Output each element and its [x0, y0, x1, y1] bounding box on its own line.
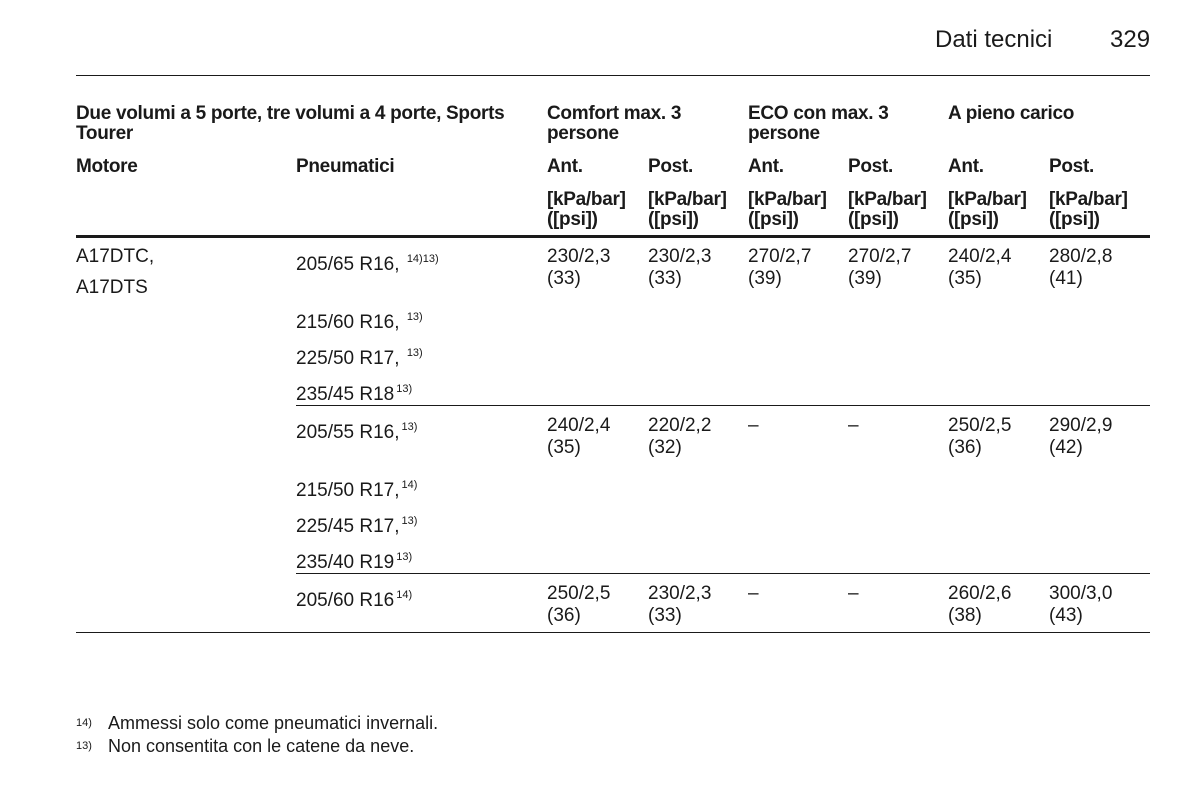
unit-label: [kPa/bar] ([psi]) — [648, 189, 727, 230]
footnote-ref: 14) — [401, 479, 418, 491]
unit-label: [kPa/bar] ([psi]) — [948, 189, 1027, 230]
footnote-text: Ammessi solo come pneumatici invernali. — [108, 713, 439, 733]
load-header-eco: ECO con max. 3 persone — [748, 103, 889, 144]
pressure-value: 260/2,6 (38) — [948, 583, 1012, 626]
footnote-ref: 13) — [396, 551, 413, 563]
pressure-value: 230/2,3 (33) — [648, 246, 712, 289]
pressure-value: 230/2,3 (33) — [648, 583, 712, 626]
pressure-value: 280/2,8 (41) — [1049, 246, 1113, 289]
row-divider — [296, 405, 1150, 406]
subheader-rear: Post. — [648, 156, 693, 177]
footnote — [76, 712, 438, 735]
footnote-mark: 13) — [76, 740, 92, 752]
unit-label: [kPa/bar] ([psi]) — [547, 189, 626, 230]
page-number: 329 — [1110, 26, 1151, 53]
footnote-ref: 13) — [396, 383, 413, 395]
pressure-value: 300/3,0 (43) — [1049, 583, 1113, 626]
engine-name: A17DTS — [76, 277, 148, 298]
subheader-front: Ant. — [547, 156, 583, 177]
footnote-ref: 14)13) — [406, 253, 439, 265]
table-bottom-rule — [76, 632, 1150, 633]
tyre-size: 235/40 R19 $^{13)}$ — [296, 551, 413, 573]
header-rule — [76, 75, 1150, 76]
footnote-mark: 14) — [76, 717, 92, 729]
section-title: Dati tecnici — [935, 26, 1053, 53]
tyre-size: 205/65 R16, $^{14)13)}$ — [296, 253, 439, 275]
subheader-rear: Post. — [1049, 156, 1094, 177]
pressure-value: – — [748, 415, 759, 436]
pressure-value: 270/2,7 (39) — [848, 246, 912, 289]
subheader-front: Ant. — [748, 156, 784, 177]
load-header-comfort: Comfort max. 3 persone — [547, 103, 682, 144]
tyre-size: 205/60 R16 $^{14)}$ — [296, 589, 413, 611]
unit-label: [kPa/bar] ([psi]) — [748, 189, 827, 230]
tyre-size: 205/55 R16, $^{13)}$ — [296, 421, 418, 443]
unit-label: [kPa/bar] ([psi]) — [1049, 189, 1128, 230]
footnote-ref: 13) — [401, 421, 418, 433]
footnote-ref: 13) — [401, 515, 418, 527]
body-type-header: Due volumi a 5 porte, tre volumi a 4 porte, Sports Tourer — [76, 103, 505, 144]
load-header-full: A pieno carico — [948, 103, 1075, 124]
unit-label: [kPa/bar] ([psi]) — [848, 189, 927, 230]
footnote — [76, 735, 438, 758]
pressure-value: 250/2,5 (36) — [948, 415, 1012, 458]
engine-name: A17DTC, — [76, 246, 155, 267]
pressure-value: 240/2,4 (35) — [547, 415, 611, 458]
tyre-size: 225/45 R17, $^{13)}$ — [296, 515, 418, 537]
column-header-tyres: Pneumatici — [296, 156, 395, 177]
pressure-value: 290/2,9 (42) — [1049, 415, 1113, 458]
footnote-ref: 14) — [396, 589, 413, 601]
tyre-size: 225/50 R17, $^{13)}$ — [296, 347, 423, 369]
header-divider — [76, 235, 1150, 238]
pressure-value: – — [748, 583, 759, 604]
tyre-size: 215/60 R16, $^{13)}$ — [296, 311, 423, 333]
subheader-front: Ant. — [948, 156, 984, 177]
footnotes — [76, 712, 438, 758]
pressure-value: – — [848, 415, 859, 436]
tyre-size: 235/45 R18 $^{13)}$ — [296, 383, 413, 405]
pressure-value: 230/2,3 (33) — [547, 246, 611, 289]
row-divider — [296, 573, 1150, 574]
column-header-engine: Motore — [76, 156, 138, 177]
pressure-value: 270/2,7 (39) — [748, 246, 812, 289]
pressure-value: – — [848, 583, 859, 604]
footnote-text: Non consentita con le catene da neve. — [108, 736, 415, 756]
pressure-value: 250/2,5 (36) — [547, 583, 611, 626]
footnote-ref: 13) — [406, 347, 423, 359]
subheader-rear: Post. — [848, 156, 893, 177]
tyre-size: 215/50 R17, $^{14)}$ — [296, 479, 418, 501]
pressure-value: 240/2,4 (35) — [948, 246, 1012, 289]
footnote-ref: 13) — [406, 311, 423, 323]
pressure-value: 220/2,2 (32) — [648, 415, 712, 458]
